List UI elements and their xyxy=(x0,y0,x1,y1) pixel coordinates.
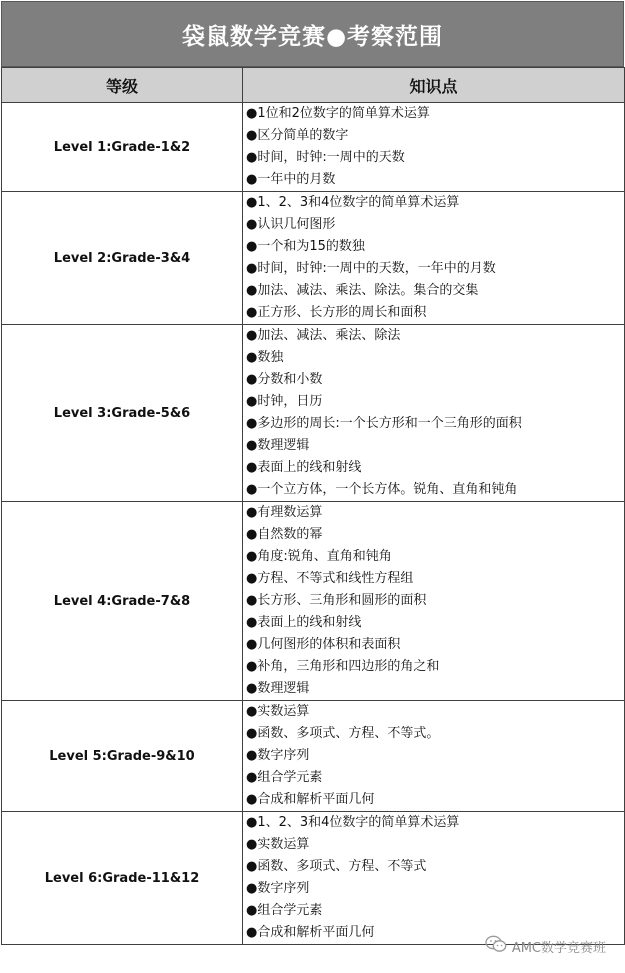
topic-item: ●1位和2位数字的简单算术运算 xyxy=(246,106,430,121)
topic-item: ●有理数运算 xyxy=(246,505,323,520)
topic-item: ●表面上的线和射线 xyxy=(246,460,362,475)
topic-item: ●合成和解析平面几何 xyxy=(246,792,375,807)
topic-item: ●数独 xyxy=(246,350,284,365)
level-cell: Level 3:Grade-5&6 xyxy=(2,325,243,502)
topic-item: ●一个立方体，一个长方体。锐角、直角和钝角 xyxy=(246,482,518,497)
topic-item: ●长方形、三角形和圆形的面积 xyxy=(246,593,427,608)
topic-item: ●方程、不等式和线性方程组 xyxy=(246,571,414,586)
table-row xyxy=(2,812,625,945)
topic-item: ●数字序列 xyxy=(246,881,310,896)
scope-table xyxy=(1,67,625,945)
level-cell: Level 4:Grade-7&8 xyxy=(2,502,243,701)
topic-item: ●函数、多项式、方程、不等式 xyxy=(246,859,427,874)
topics-header: 知识点 xyxy=(243,68,625,103)
wechat-icon xyxy=(485,935,507,957)
topic-item: ●分数和小数 xyxy=(246,372,323,387)
level-header: 等级 xyxy=(2,68,243,103)
topic-item: ●实数运算 xyxy=(246,704,310,719)
topics-cell xyxy=(243,192,625,325)
topic-item: ●几何图形的体积和表面积 xyxy=(246,637,401,652)
watermark-text: AMC数学竞赛班 xyxy=(511,940,606,956)
topic-item: ●一年中的月数 xyxy=(246,172,336,187)
topic-item: ●数字序列 xyxy=(246,748,310,763)
level-cell: Level 2:Grade-3&4 xyxy=(2,192,243,325)
topic-item: ●正方形、长方形的周长和面积 xyxy=(246,305,427,320)
topic-item: ●认识几何图形 xyxy=(246,217,336,232)
topic-item: ●组合学元素 xyxy=(246,770,323,785)
level-cell: Level 6:Grade-11&12 xyxy=(2,812,243,945)
watermark xyxy=(485,935,606,957)
table-row xyxy=(2,325,625,502)
topics-cell xyxy=(243,325,625,502)
topics-cell xyxy=(243,701,625,812)
topic-item: ●时间，时钟:一周中的天数，一年中的月数 xyxy=(246,261,496,276)
table-body xyxy=(2,103,625,945)
topic-item: ●合成和解析平面几何 xyxy=(246,925,375,940)
topic-item: ●补角，三角形和四边形的角之和 xyxy=(246,659,440,674)
level-cell: Level 1:Grade-1&2 xyxy=(2,103,243,192)
topic-item: ●表面上的线和射线 xyxy=(246,615,362,630)
table-row xyxy=(2,502,625,701)
topic-item: ●组合学元素 xyxy=(246,903,323,918)
level-cell: Level 5:Grade-9&10 xyxy=(2,701,243,812)
topic-item: ●时间，时钟:一周中的天数 xyxy=(246,150,405,165)
page xyxy=(1,1,624,971)
topic-item: ●加法、减法、乘法、除法 xyxy=(246,328,401,343)
topic-item: ●1、2、3和4位数字的简单算术运算 xyxy=(246,195,460,210)
topic-item: ●区分简单的数字 xyxy=(246,128,349,143)
page-title: 袋鼠数学竞赛●考察范围 xyxy=(1,1,624,67)
topic-item: ●1、2、3和4位数字的简单算术运算 xyxy=(246,815,460,830)
topic-item: ●一个和为15的数独 xyxy=(246,239,365,254)
topic-item: ●数理逻辑 xyxy=(246,438,310,453)
table-row xyxy=(2,701,625,812)
topics-cell xyxy=(243,812,625,945)
topic-item: ●加法、减法、乘法、除法。集合的交集 xyxy=(246,283,479,298)
topic-item: ●实数运算 xyxy=(246,837,310,852)
table-row xyxy=(2,192,625,325)
topic-item: ●多边形的周长:一个长方形和一个三角形的面积 xyxy=(246,416,522,431)
topic-item: ●数理逻辑 xyxy=(246,681,310,696)
topics-cell xyxy=(243,502,625,701)
topic-item: ●角度:锐角、直角和钝角 xyxy=(246,549,392,564)
topic-item: ●自然数的幂 xyxy=(246,527,323,542)
topics-cell xyxy=(243,103,625,192)
topic-item: ●函数、多项式、方程、不等式。 xyxy=(246,726,440,741)
topic-item: ●时钟，日历 xyxy=(246,394,323,409)
header-row xyxy=(2,68,625,103)
table-row xyxy=(2,103,625,192)
